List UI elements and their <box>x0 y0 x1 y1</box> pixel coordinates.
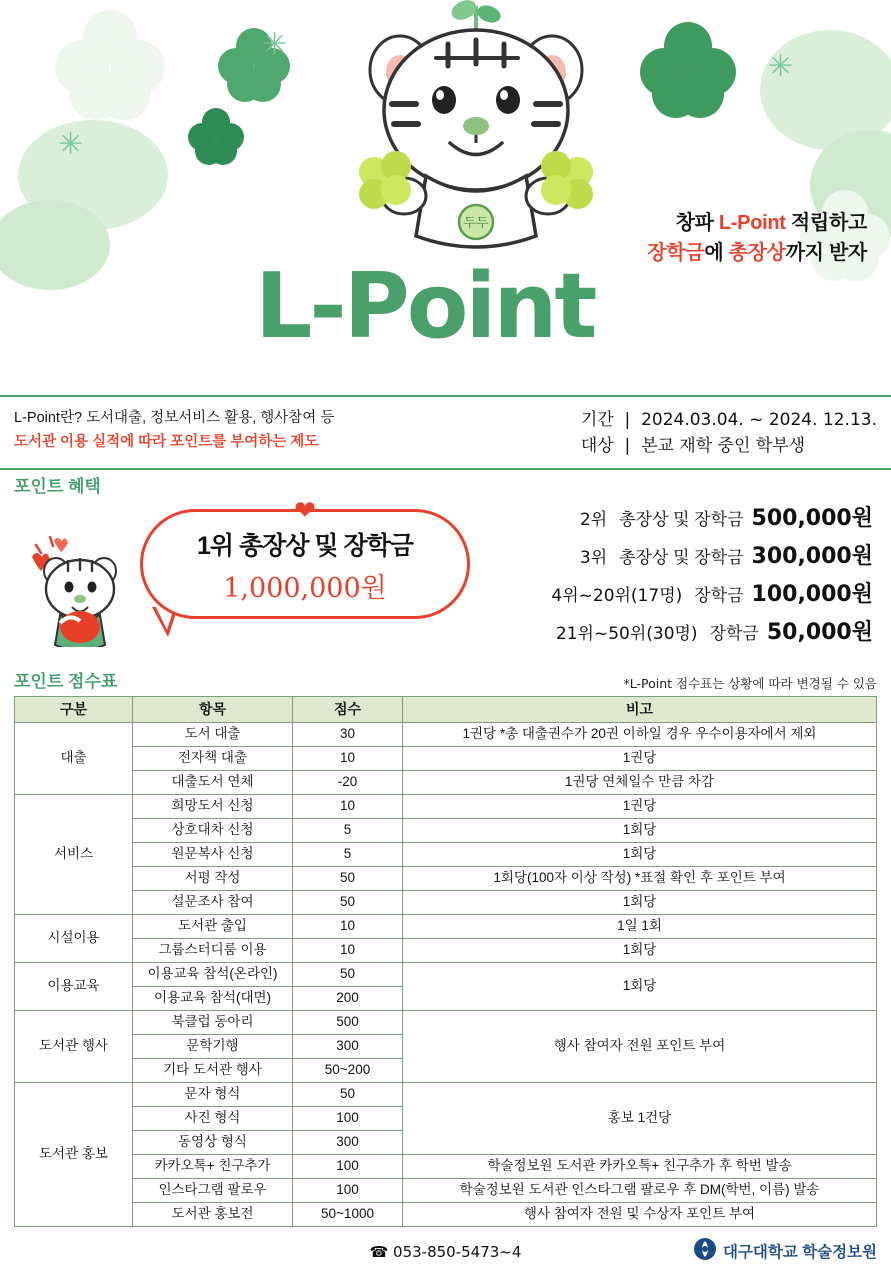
item-cell: 대출도서 연체 <box>133 770 293 794</box>
note-cell: 학술정보원 도서관 인스타그램 팔로우 후 DM(학번, 이름) 발송 <box>403 1178 877 1202</box>
prize-row <box>443 577 873 608</box>
score-table <box>14 696 877 1227</box>
item-cell: 도서관 출입 <box>133 914 293 938</box>
note-cell: 1회당 <box>403 962 877 1010</box>
group-cell: 서비스 <box>15 794 133 914</box>
score-cell: 50~1000 <box>293 1202 403 1226</box>
note-cell: 행사 참여자 전원 및 수상자 포인트 부여 <box>403 1202 877 1226</box>
hero-headline-line1 <box>647 208 867 238</box>
item-cell: 설문조사 참여 <box>133 890 293 914</box>
intro-period-value: 2024.03.04. ~ 2024. 12.13. <box>641 410 877 430</box>
intro-target-row: 대상 | 본교 재학 중인 학부생 <box>580 436 806 457</box>
benefits-section <box>0 497 891 667</box>
hero-banner <box>0 0 891 395</box>
item-cell: 도서 대출 <box>133 722 293 746</box>
score-cell: 50 <box>293 1082 403 1106</box>
prize-rank: 21위~50위(30명) <box>555 623 698 644</box>
decor-flower-green-2 <box>188 108 244 164</box>
item-cell: 전자책 대출 <box>133 746 293 770</box>
table-row <box>15 770 877 794</box>
organization-name: 대구대학교 학술정보원 <box>722 1244 877 1262</box>
item-cell: 그룹스터디룸 이용 <box>133 938 293 962</box>
score-cell: 200 <box>293 986 403 1010</box>
item-cell: 북클럽 동아리 <box>133 1010 293 1034</box>
mini-mascot-illustration <box>16 527 136 647</box>
column-header-group: 구분 <box>15 696 133 722</box>
score-cell: 30 <box>293 722 403 746</box>
svg-text:두두: 두두 <box>463 216 489 231</box>
score-cell: 50 <box>293 962 403 986</box>
prize-kind: 장학금 <box>694 585 744 605</box>
score-cell: 100 <box>293 1106 403 1130</box>
score-cell: 10 <box>293 914 403 938</box>
score-cell: 500 <box>293 1010 403 1034</box>
score-cell: 50 <box>293 866 403 890</box>
logo-mark-icon <box>693 1237 717 1266</box>
prize-amount: 500,000원 <box>751 505 873 531</box>
item-cell: 이용교육 참석(대면) <box>133 986 293 1010</box>
table-row <box>15 866 877 890</box>
group-cell: 대출 <box>15 722 133 794</box>
intro-description-line2: 도서관 이용 실적에 따라 포인트를 부여하는 제도 <box>14 433 319 450</box>
prize-rank: 2위 <box>579 509 608 530</box>
table-row <box>15 1154 877 1178</box>
item-cell: 문자 형식 <box>133 1082 293 1106</box>
intro-target-value: 본교 재학 중인 학부생 <box>641 436 806 457</box>
prize-rank: 3위 <box>579 547 608 568</box>
first-prize-bubble <box>140 495 470 619</box>
table-row <box>15 1010 877 1034</box>
prize-kind: 장학금 <box>709 623 759 643</box>
item-cell: 원문복사 신청 <box>133 842 293 866</box>
table-row <box>15 1082 877 1106</box>
decor-flower-green-3 <box>640 22 736 118</box>
intro-meta <box>581 407 877 460</box>
table-row <box>15 890 877 914</box>
note-cell: 1권당 *총 대출권수가 20권 이하일 경우 우수이용자에서 제외 <box>403 722 877 746</box>
intro-target-label: 대상 <box>580 436 614 457</box>
page-title: L-Point <box>255 254 595 359</box>
note-cell: 1회당 <box>403 842 877 866</box>
prize-rank: 4위~20위(17명) <box>551 585 683 606</box>
score-cell: 5 <box>293 842 403 866</box>
item-cell: 사진 형식 <box>133 1106 293 1130</box>
score-cell: 10 <box>293 794 403 818</box>
hero-headline-line2 <box>647 238 867 268</box>
note-cell: 행사 참여자 전원 포인트 부여 <box>403 1010 877 1082</box>
note-cell: 학술정보원 도서관 카카오톡+ 친구추가 후 학번 발송 <box>403 1154 877 1178</box>
item-cell: 상호대차 신청 <box>133 818 293 842</box>
column-header-note: 비고 <box>403 696 877 722</box>
score-table-note: *L-Point 점수표는 상황에 따라 변경될 수 있음 <box>623 675 877 691</box>
intro-period-row: 기간 | 2024.03.04. ~ 2024. 12.13. <box>580 410 877 430</box>
intro-description-line1: L-Point란? 도서대출, 정보서비스 활용, 행사참여 등 <box>14 410 335 426</box>
score-cell: 100 <box>293 1178 403 1202</box>
score-table-section-label: 포인트 점수표 <box>14 671 118 691</box>
hero-headline-lpoint: L-Point <box>718 212 786 234</box>
prize-amount: 300,000원 <box>751 543 873 569</box>
organization-logo <box>693 1237 877 1266</box>
table-row <box>15 722 877 746</box>
note-cell: 1권당 연체일수 만큼 차감 <box>403 770 877 794</box>
note-cell: 1권당 <box>403 794 877 818</box>
group-cell: 이용교육 <box>15 962 133 1010</box>
score-cell: 300 <box>293 1034 403 1058</box>
item-cell: 이용교육 참석(온라인) <box>133 962 293 986</box>
table-row <box>15 1202 877 1226</box>
group-cell: 도서관 홍보 <box>15 1082 133 1226</box>
hero-headline-award: 총장상 <box>728 242 786 264</box>
hero-headline-line1-post: 적립하고 <box>785 212 867 234</box>
score-cell: -20 <box>293 770 403 794</box>
benefits-section-label: 포인트 혜택 <box>14 476 101 496</box>
score-cell: 50~200 <box>293 1058 403 1082</box>
item-cell: 카카오톡+ 친구추가 <box>133 1154 293 1178</box>
hero-headline-scholarship: 장학금 <box>647 242 705 264</box>
item-cell: 서평 작성 <box>133 866 293 890</box>
table-row <box>15 914 877 938</box>
item-cell: 도서관 홍보전 <box>133 1202 293 1226</box>
item-cell: 동영상 형식 <box>133 1130 293 1154</box>
decor-sparkle-icon-1: ✳ <box>262 27 288 62</box>
prize-kind: 총장상 및 장학금 <box>619 509 744 529</box>
prize-row <box>443 539 873 570</box>
prize-amount: 50,000원 <box>766 619 873 645</box>
note-cell: 1회당 <box>403 938 877 962</box>
first-prize-title: 1위 총장상 및 장학금 <box>197 531 413 560</box>
note-cell: 1권당 <box>403 746 877 770</box>
item-cell: 희망도서 신청 <box>133 794 293 818</box>
clover-left <box>359 151 411 209</box>
score-table-header-row <box>0 667 891 696</box>
table-row <box>15 746 877 770</box>
item-cell: 기타 도서관 행사 <box>133 1058 293 1082</box>
table-row <box>15 794 877 818</box>
column-header-item: 항목 <box>133 696 293 722</box>
note-cell: 1회당 <box>403 818 877 842</box>
intro-description <box>14 407 334 455</box>
score-cell: 300 <box>293 1130 403 1154</box>
note-cell: 1일 1회 <box>403 914 877 938</box>
item-cell: 문학기행 <box>133 1034 293 1058</box>
score-cell: 10 <box>293 746 403 770</box>
group-cell: 도서관 행사 <box>15 1010 133 1082</box>
prize-kind: 총장상 및 장학금 <box>619 547 744 567</box>
heart-icon: ❤ <box>294 495 316 526</box>
mascot-tiger-illustration <box>330 0 620 270</box>
table-header-row <box>15 696 877 722</box>
column-header-score: 점수 <box>293 696 403 722</box>
hero-headline <box>647 208 867 268</box>
table-row <box>15 938 877 962</box>
decor-flower-white-1 <box>55 10 165 120</box>
prize-row <box>443 615 873 646</box>
intro-period-label: 기간 <box>580 410 614 430</box>
score-cell: 100 <box>293 1154 403 1178</box>
prize-list <box>443 501 873 653</box>
table-row <box>15 962 877 986</box>
table-row <box>15 842 877 866</box>
note-cell: 1회당 <box>403 890 877 914</box>
score-cell: 50 <box>293 890 403 914</box>
prize-amount: 100,000원 <box>751 581 873 607</box>
hero-headline-line2-mid: 에 <box>704 242 729 264</box>
hero-headline-line1-pre: 창파 <box>675 212 719 234</box>
contact-phone: ☎ 053-850-5473~4 <box>369 1242 522 1261</box>
first-prize-amount: 1,000,000원 <box>223 572 387 604</box>
prize-row <box>443 501 873 532</box>
decor-sparkle-icon-3: ✳ <box>768 49 794 84</box>
note-cell: 홍보 1건당 <box>403 1082 877 1154</box>
item-cell: 인스타그램 팔로우 <box>133 1178 293 1202</box>
decor-blob-light-2 <box>0 200 110 290</box>
table-row <box>15 818 877 842</box>
footer <box>0 1235 891 1277</box>
decor-sparkle-icon-2: ✳ <box>58 127 84 162</box>
group-cell: 시설이용 <box>15 914 133 962</box>
score-cell: 10 <box>293 938 403 962</box>
note-cell: 1회당(100자 이상 작성) *표절 확인 후 포인트 부여 <box>403 866 877 890</box>
intro-section <box>0 397 891 468</box>
clover-right <box>541 151 593 209</box>
hero-headline-line2-post: 까지 받자 <box>785 242 867 264</box>
table-row <box>15 1178 877 1202</box>
score-cell: 5 <box>293 818 403 842</box>
